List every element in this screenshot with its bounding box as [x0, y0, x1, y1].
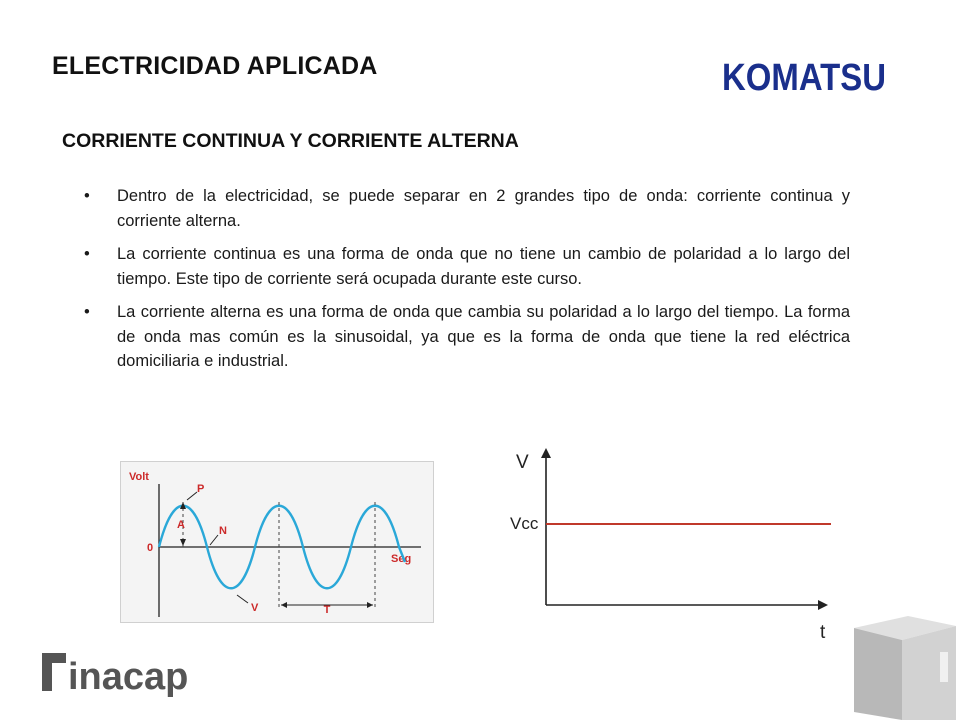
ac-y-label: Volt [129, 471, 149, 483]
bullet-dot: • [84, 303, 90, 321]
bullet-text: La corriente alterna es una forma de onda que cambia su polaridad a lo largo del tiempo. La forma de onda mas común es la sinusoidal, ya que es la forma de onda que tiene la red eléctrica domiciliaria e industrial. [117, 303, 850, 370]
dc-x-label: t [820, 622, 826, 643]
slide-title: ELECTRICIDAD APLICADA [52, 52, 378, 80]
dc-x-arrowhead [818, 600, 828, 610]
section-subtitle: CORRIENTE CONTINUA Y CORRIENTE ALTERNA [62, 130, 519, 152]
dc-voltage-diagram [500, 440, 860, 645]
ac-valley-label: V [251, 602, 259, 614]
dc-level-label: Vcc [510, 514, 539, 533]
bullet-item [84, 300, 850, 374]
bullet-dot: • [84, 245, 90, 263]
ac-valley-pointer [237, 595, 248, 603]
bullet-item [84, 242, 850, 291]
komatsu-logo-text: KOMATSU [722, 57, 886, 99]
dc-y-label: V [516, 452, 529, 473]
inacap-logo-text: inacap [68, 656, 189, 698]
ac-peak-pointer [187, 492, 197, 500]
dc-y-arrowhead [541, 448, 551, 458]
komatsu-logo [720, 50, 890, 101]
inacap-logo [40, 645, 200, 698]
ac-wave-diagram [120, 461, 434, 623]
ac-node-label: N [219, 525, 227, 537]
decorative-cube [846, 612, 960, 720]
bullet-text: Dentro de la electricidad, se puede separar en 2 grandes tipo de onda: corriente continua y corriente alterna. [117, 187, 850, 230]
ac-zero-label: 0 [147, 542, 154, 554]
bullet-dot: • [84, 187, 90, 205]
bullet-item [84, 184, 850, 233]
ac-period-label: T [323, 604, 331, 616]
ac-peak-label: P [197, 483, 205, 495]
bullet-list [84, 184, 850, 383]
bullet-text: La corriente continua es una forma de onda que no tiene un cambio de polaridad a lo largo del tiempo. Este tipo de corriente será ocupada durante este curso. [117, 245, 850, 288]
ac-node-pointer [210, 535, 218, 545]
ac-x-label: Seg [391, 553, 412, 565]
ac-amplitude-label: A [177, 519, 185, 531]
